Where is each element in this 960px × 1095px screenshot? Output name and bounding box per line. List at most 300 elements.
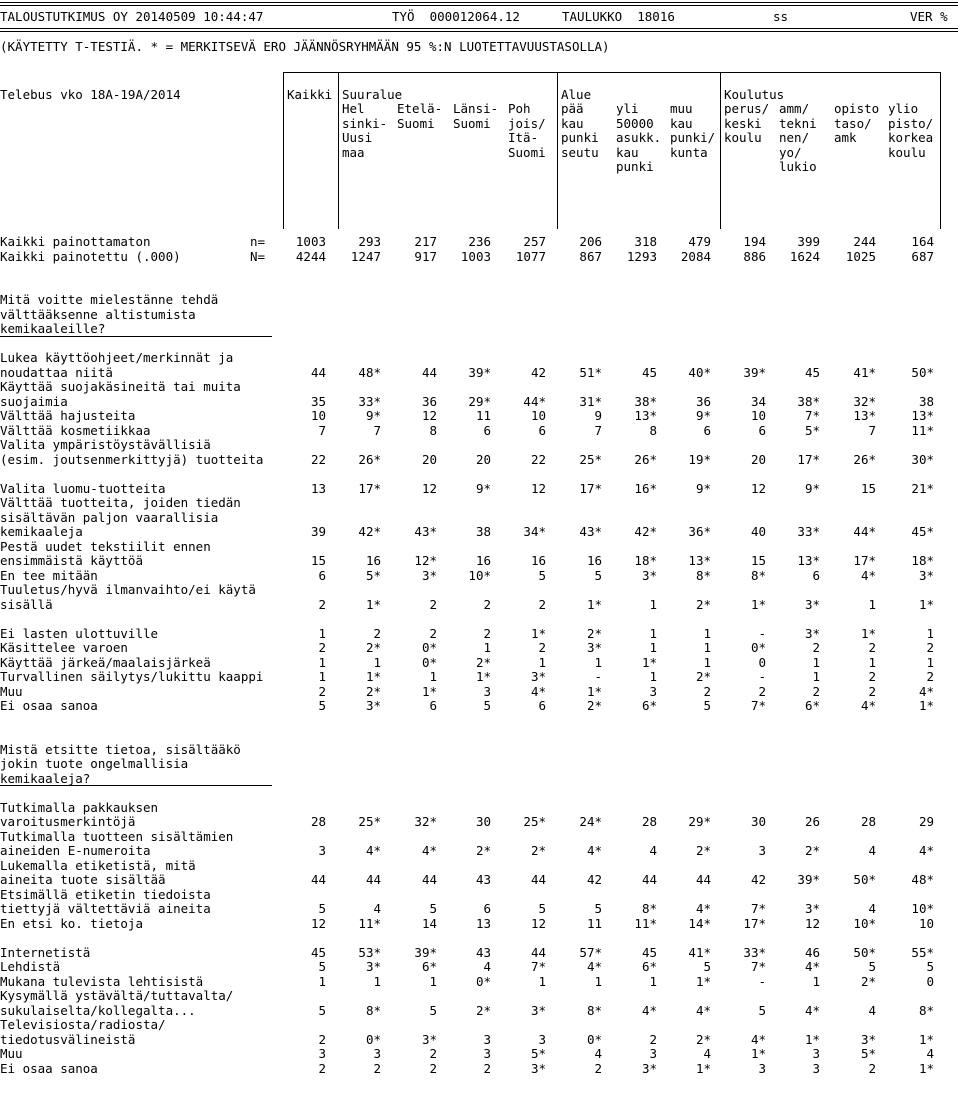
table-cell: 1	[373, 973, 381, 989]
base-row-tag: N=	[250, 249, 266, 264]
table-cell: -	[758, 669, 766, 684]
table-cell: 4	[868, 1002, 876, 1018]
table-cell: 2	[594, 1060, 602, 1076]
table-cell: 13*	[634, 408, 657, 423]
table-cell: 1	[318, 973, 326, 989]
row-label: suojaimia	[0, 393, 68, 409]
table-cell: 4	[594, 1046, 602, 1061]
table-cell: 2	[429, 1060, 437, 1076]
table-cell: 29*	[688, 814, 711, 829]
table-cell: 1	[594, 973, 602, 989]
table-cell: 12	[421, 408, 437, 423]
table-cell: 1	[868, 654, 876, 670]
row-label: aineiden E-numeroita	[0, 843, 151, 858]
table-cell: 0	[926, 973, 934, 989]
table-cell: 4*	[804, 1002, 820, 1018]
table-cell: 48*	[358, 364, 381, 380]
report-ss: ss	[773, 9, 789, 24]
table-cell: 34*	[523, 524, 546, 539]
table-cell: 25*	[523, 814, 546, 829]
table-cell: 1*	[860, 625, 876, 641]
table-cell: -	[758, 973, 766, 989]
column-header-line: lukio	[779, 159, 817, 174]
top-double-rule	[0, 2, 958, 6]
table-cell: 4*	[804, 959, 820, 974]
table-cell: 1	[429, 973, 437, 989]
column-header-line: Länsi-	[453, 101, 499, 116]
table-cell: 11	[586, 915, 602, 931]
table-cell: 12	[421, 480, 437, 496]
table-cell: 4244	[295, 249, 326, 264]
table-cell: 17*	[358, 480, 381, 496]
table-cell: 43	[475, 872, 491, 887]
table-cell: 2	[373, 1060, 381, 1076]
row-label: Tutkimalla pakkauksen	[0, 799, 159, 815]
table-cell: -	[758, 625, 766, 641]
table-cell: 22	[310, 451, 326, 467]
table-cell: 3	[483, 1046, 491, 1061]
table-cell: 8	[429, 422, 437, 438]
table-cell: 12	[310, 915, 326, 931]
table-cell: 33*	[797, 524, 820, 539]
table-cell: 1*	[804, 1031, 820, 1047]
table-cell: 7*	[750, 698, 766, 713]
table-cell: 9*	[365, 408, 381, 423]
table-cell: 36	[421, 393, 437, 409]
table-cell: 7*	[530, 959, 546, 974]
table-cell: 2*	[586, 698, 602, 713]
row-label: kemikaaleja	[0, 524, 83, 539]
table-cell: 44	[530, 944, 546, 960]
table-cell: 11*	[358, 915, 381, 931]
table-cell: 4*	[860, 698, 876, 713]
table-cell: 3*	[530, 1060, 546, 1076]
table-cell: 2	[318, 1031, 326, 1047]
table-cell: 7*	[750, 901, 766, 916]
column-header-line: kunta	[670, 144, 708, 160]
table-cell: 10*	[911, 901, 934, 916]
table-cell: 2	[483, 1060, 491, 1076]
table-cell: 2	[483, 625, 491, 641]
table-cell: 17*	[853, 553, 876, 568]
table-cell: 2*	[586, 625, 602, 641]
table-cell: 3*	[918, 567, 934, 583]
table-cell: 29*	[468, 393, 491, 409]
table-cell: 479	[688, 234, 711, 249]
table-cell: 42*	[358, 524, 381, 539]
table-cell: 1	[703, 640, 711, 655]
row-label: Televisiosta/radiosta/	[0, 1017, 166, 1032]
table-cell: 30	[750, 814, 766, 829]
table-cell: 48*	[911, 872, 934, 887]
row-label: sisältävän paljon vaarallisia	[0, 509, 219, 525]
table-cell: 3*	[804, 901, 820, 916]
table-cell: 5	[318, 1002, 326, 1018]
table-cell: 1293	[626, 249, 657, 264]
table-cell: 10	[750, 408, 766, 423]
row-label: aineita tuote sisältää	[0, 872, 166, 887]
table-cell: 5	[703, 698, 711, 713]
table-cell: 53*	[358, 944, 381, 960]
table-cell: 293	[358, 234, 381, 249]
column-header-line: sinki-	[342, 115, 388, 131]
table-cell: 10	[918, 915, 934, 931]
table-cell: 12	[750, 480, 766, 496]
table-cell: 2	[812, 683, 820, 699]
table-cell: 13*	[853, 408, 876, 423]
table-cell: 31*	[579, 393, 602, 409]
table-cell: 3	[483, 1031, 491, 1047]
table-cell: 33*	[358, 393, 381, 409]
table-cell: 1025	[845, 249, 876, 264]
table-cell: 44	[695, 872, 711, 887]
table-cell: 1*	[475, 669, 491, 684]
table-cell: 867	[579, 249, 602, 264]
column-header-line: koulu	[888, 144, 926, 160]
column-header-line: punki/	[670, 130, 716, 145]
table-cell: 5	[318, 901, 326, 916]
table-cell: 38*	[634, 393, 657, 409]
table-cell: 5	[703, 959, 711, 974]
table-cell: 42	[586, 872, 602, 887]
table-cell: 28	[310, 814, 326, 829]
question-text: kemikaaleja?	[0, 770, 91, 786]
table-cell: 1	[649, 669, 657, 684]
table-cell: 1	[538, 654, 546, 670]
table-cell: 5	[926, 959, 934, 974]
row-label: Kysymällä ystävältä/tuttavalta/	[0, 988, 234, 1003]
table-cell: 28	[860, 814, 876, 829]
table-cell: 22	[530, 451, 546, 467]
table-cell: 206	[579, 234, 602, 249]
table-cell: 16*	[634, 480, 657, 496]
table-cell: 9	[594, 408, 602, 423]
column-header-line: pisto/	[888, 115, 934, 131]
table-cell: 4*	[421, 843, 437, 858]
table-cell: 1*	[641, 654, 657, 670]
table-cell: 1	[812, 654, 820, 670]
column-header-line: opisto	[834, 101, 880, 116]
table-cell: 2*	[475, 654, 491, 670]
table-cell: 6	[318, 567, 326, 583]
table-cell: 6*	[804, 698, 820, 713]
table-cell: 7*	[750, 959, 766, 974]
table-cell: 2	[318, 683, 326, 699]
report-company-line: TALOUSTUTKIMUS OY 20140509 10:44:47	[0, 9, 264, 24]
table-cell: 1	[429, 669, 437, 684]
table-cell: 15	[310, 553, 326, 568]
column-header-line: Uusi	[342, 130, 373, 145]
table-cell: 3*	[641, 1060, 657, 1076]
table-cell: 5*	[860, 1046, 876, 1061]
table-cell: 3*	[641, 567, 657, 583]
table-cell: 236	[468, 234, 491, 249]
table-cell: 1*	[421, 683, 437, 699]
table-cell: 20	[750, 451, 766, 467]
column-header-line: yli	[616, 101, 639, 116]
column-header-line: kau	[670, 115, 693, 131]
table-cell: 11	[475, 408, 491, 423]
table-cell: 3	[649, 1046, 657, 1061]
report-note: (KÄYTETTY T-TESTIÄ. * = MERKITSEVÄ ERO JÄÄNNÖSRYHMÄÄN 95 %:N LUOTETTAVUUSTASOLLA)	[0, 39, 610, 54]
table-cell: 45*	[911, 524, 934, 539]
table-cell: 3*	[365, 959, 381, 974]
table-cell: 17*	[579, 480, 602, 496]
base-row-label: Kaikki painotettu (.000)	[0, 249, 181, 264]
table-cell: 39	[310, 524, 326, 539]
table-cell: 45	[641, 364, 657, 380]
table-cell: 1	[812, 973, 820, 989]
table-cell: 9*	[695, 408, 711, 423]
column-header-line: pää	[561, 101, 584, 116]
table-cell: 12	[804, 915, 820, 931]
table-cell: 1003	[460, 249, 491, 264]
column-header-line: Poh	[508, 101, 531, 116]
column-header-line: keski	[724, 115, 762, 131]
table-cell: 0*	[421, 654, 437, 670]
table-cell: 44*	[853, 524, 876, 539]
row-label: Muu	[0, 683, 23, 699]
table-cell: 42	[530, 364, 546, 380]
column-header-line: Suomi	[508, 144, 546, 160]
table-cell: 40	[750, 524, 766, 539]
table-cell: 3*	[804, 625, 820, 641]
table-cell: 2	[429, 596, 437, 612]
header-vrule-2	[338, 72, 339, 229]
row-label: Valita luomu-tuotteita	[0, 480, 166, 496]
table-cell: 3	[373, 1046, 381, 1061]
row-label: Muu	[0, 1046, 23, 1061]
table-cell: 2084	[680, 249, 711, 264]
table-cell: 9*	[695, 480, 711, 496]
header-vrule-1	[283, 72, 284, 229]
column-header-line: maa	[342, 144, 365, 160]
table-cell: 2	[868, 1060, 876, 1076]
table-cell: 4*	[641, 1002, 657, 1018]
table-cell: 41*	[853, 364, 876, 380]
table-cell: 50*	[853, 872, 876, 887]
table-cell: 1624	[789, 249, 820, 264]
table-cell: 5	[429, 901, 437, 916]
row-label: Ei lasten ulottuville	[0, 625, 159, 641]
row-label: En tee mitään	[0, 567, 98, 583]
table-cell: 2	[868, 683, 876, 699]
table-cell: 6	[538, 422, 546, 438]
column-header-line: jois/	[508, 115, 546, 131]
table-cell: 4*	[530, 683, 546, 699]
table-cell: 39*	[414, 944, 437, 960]
column-header-line: korkea	[888, 130, 934, 145]
table-cell: 1*	[918, 1060, 934, 1076]
table-cell: 6	[758, 422, 766, 438]
table-cell: 18*	[911, 553, 934, 568]
table-cell: 39*	[468, 364, 491, 380]
table-cell: 1*	[750, 1046, 766, 1061]
table-cell: 6	[483, 901, 491, 916]
table-cell: 38*	[797, 393, 820, 409]
table-cell: 8	[649, 422, 657, 438]
table-cell: 5*	[530, 1046, 546, 1061]
table-cell: 2*	[695, 843, 711, 858]
question-underline	[0, 336, 272, 337]
table-cell: 38	[475, 524, 491, 539]
table-cell: 42	[750, 872, 766, 887]
table-cell: 2	[373, 625, 381, 641]
report-job: TYÖ 000012064.12	[392, 9, 520, 24]
table-cell: 6	[703, 422, 711, 438]
table-cell: 10	[310, 408, 326, 423]
table-cell: 4	[649, 843, 657, 858]
table-cell: 9*	[804, 480, 820, 496]
table-cell: 4	[483, 959, 491, 974]
row-label: Turvallinen säilytys/lukittu kaappi	[0, 669, 264, 684]
table-cell: 8*	[641, 901, 657, 916]
table-cell: 3	[649, 683, 657, 699]
table-cell: 3*	[586, 640, 602, 655]
table-cell: 41*	[688, 944, 711, 960]
table-cell: 1	[649, 596, 657, 612]
table-cell: 5	[318, 698, 326, 713]
table-cell: 12*	[414, 553, 437, 568]
table-cell: 9*	[475, 480, 491, 496]
row-label: Välttää kosmetiikkaa	[0, 422, 151, 438]
table-cell: 36*	[688, 524, 711, 539]
table-cell: 13*	[688, 553, 711, 568]
table-cell: 0*	[750, 640, 766, 655]
table-cell: 1	[649, 973, 657, 989]
row-label: tiedotusvälineistä	[0, 1031, 136, 1047]
table-cell: 0*	[365, 1031, 381, 1047]
table-cell: 3*	[530, 1002, 546, 1018]
table-cell: -	[594, 669, 602, 684]
table-cell: 1	[483, 640, 491, 655]
table-cell: 2	[703, 683, 711, 699]
table-cell: 20	[421, 451, 437, 467]
table-cell: 0*	[475, 973, 491, 989]
table-cell: 1	[703, 625, 711, 641]
table-cell: 16	[475, 553, 491, 568]
table-cell: 8*	[586, 1002, 602, 1018]
column-header-line: kau	[616, 144, 639, 160]
table-cell: 1*	[918, 596, 934, 612]
table-cell: 7	[594, 422, 602, 438]
table-cell: 24*	[579, 814, 602, 829]
row-label: sisällä	[0, 596, 53, 612]
table-cell: 1	[812, 669, 820, 684]
column-header-line: Suomi	[453, 115, 491, 131]
table-cell: 2*	[860, 973, 876, 989]
table-cell: 5	[538, 901, 546, 916]
table-cell: 7	[373, 422, 381, 438]
table-cell: 26	[804, 814, 820, 829]
question-text: Mistä etsitte tietoa, sisältääkö	[0, 741, 241, 757]
table-cell: 36	[695, 393, 711, 409]
table-cell: 1	[538, 973, 546, 989]
table-cell: 34	[750, 393, 766, 409]
row-label: Tutkimalla tuotteen sisältämien	[0, 828, 234, 844]
table-cell: 2	[758, 683, 766, 699]
table-cell: 2	[812, 640, 820, 655]
table-cell: 164	[911, 234, 934, 249]
table-cell: 12	[530, 480, 546, 496]
table-cell: 6*	[421, 959, 437, 974]
table-cell: 5	[429, 1002, 437, 1018]
row-label: Tuuletus/hyvä ilmanvaihto/ei käytä	[0, 582, 256, 597]
table-cell: 57*	[579, 944, 602, 960]
table-cell: 14*	[688, 915, 711, 931]
column-header-line: amk	[834, 130, 857, 145]
column-header-line: kau	[561, 115, 584, 131]
row-label: En etsi ko. tietoja	[0, 915, 143, 931]
header-top-rule	[283, 72, 941, 73]
table-cell: 30*	[911, 451, 934, 467]
table-cell: 886	[743, 249, 766, 264]
table-cell: 1	[649, 640, 657, 655]
table-cell: 50*	[911, 364, 934, 380]
table-cell: 18*	[634, 553, 657, 568]
row-label: (esim. joutsenmerkittyjä) tuotteita	[0, 451, 264, 467]
table-cell: 4	[926, 1046, 934, 1061]
table-cell: 2	[483, 596, 491, 612]
base-row-label: Kaikki painottamaton	[0, 234, 151, 249]
table-cell: 318	[634, 234, 657, 249]
table-cell: 2*	[475, 1002, 491, 1018]
survey-name: Telebus vko 18A-19A/2014	[0, 87, 181, 102]
table-cell: 4	[868, 843, 876, 858]
row-label: Välttää tuotteita, joiden tiedän	[0, 495, 241, 510]
table-cell: 42*	[634, 524, 657, 539]
table-cell: 15	[860, 480, 876, 496]
table-cell: 7*	[804, 408, 820, 423]
table-cell: 0	[758, 654, 766, 670]
table-cell: 44	[641, 872, 657, 887]
table-cell: 55*	[911, 944, 934, 960]
question-text: jokin tuote ongelmallisia	[0, 756, 189, 771]
column-header-line: nen/	[779, 130, 810, 145]
row-label: Käsittelee varoen	[0, 640, 128, 655]
table-cell: 11*	[911, 422, 934, 438]
table-cell: 21*	[911, 480, 934, 496]
table-cell: 2*	[530, 843, 546, 858]
table-cell: 15	[750, 553, 766, 568]
column-header-line: tekni	[779, 115, 817, 131]
report-ver: VER %	[910, 9, 948, 24]
table-cell: 43	[475, 944, 491, 960]
table-cell: 1	[318, 654, 326, 670]
table-cell: 6	[483, 422, 491, 438]
column-header-line: muu	[670, 101, 693, 116]
table-cell: 3	[812, 1046, 820, 1061]
table-cell: 38	[918, 393, 934, 409]
table-cell: 32*	[853, 393, 876, 409]
table-cell: 4*	[695, 901, 711, 916]
table-cell: 3*	[530, 669, 546, 684]
table-cell: 217	[414, 234, 437, 249]
table-cell: 1*	[695, 973, 711, 989]
table-cell: 1*	[365, 596, 381, 612]
table-cell: 0*	[421, 640, 437, 655]
row-label: noudattaa niitä	[0, 364, 113, 380]
header-double-rule	[0, 28, 958, 32]
table-cell: 244	[853, 234, 876, 249]
table-cell: 3*	[804, 596, 820, 612]
table-cell: 51*	[579, 364, 602, 380]
column-header-line: ylio	[888, 101, 919, 116]
row-label: varoitusmerkintöjä	[0, 814, 136, 829]
table-cell: 29	[918, 814, 934, 829]
table-cell: 1	[703, 654, 711, 670]
table-cell: 4	[868, 901, 876, 916]
